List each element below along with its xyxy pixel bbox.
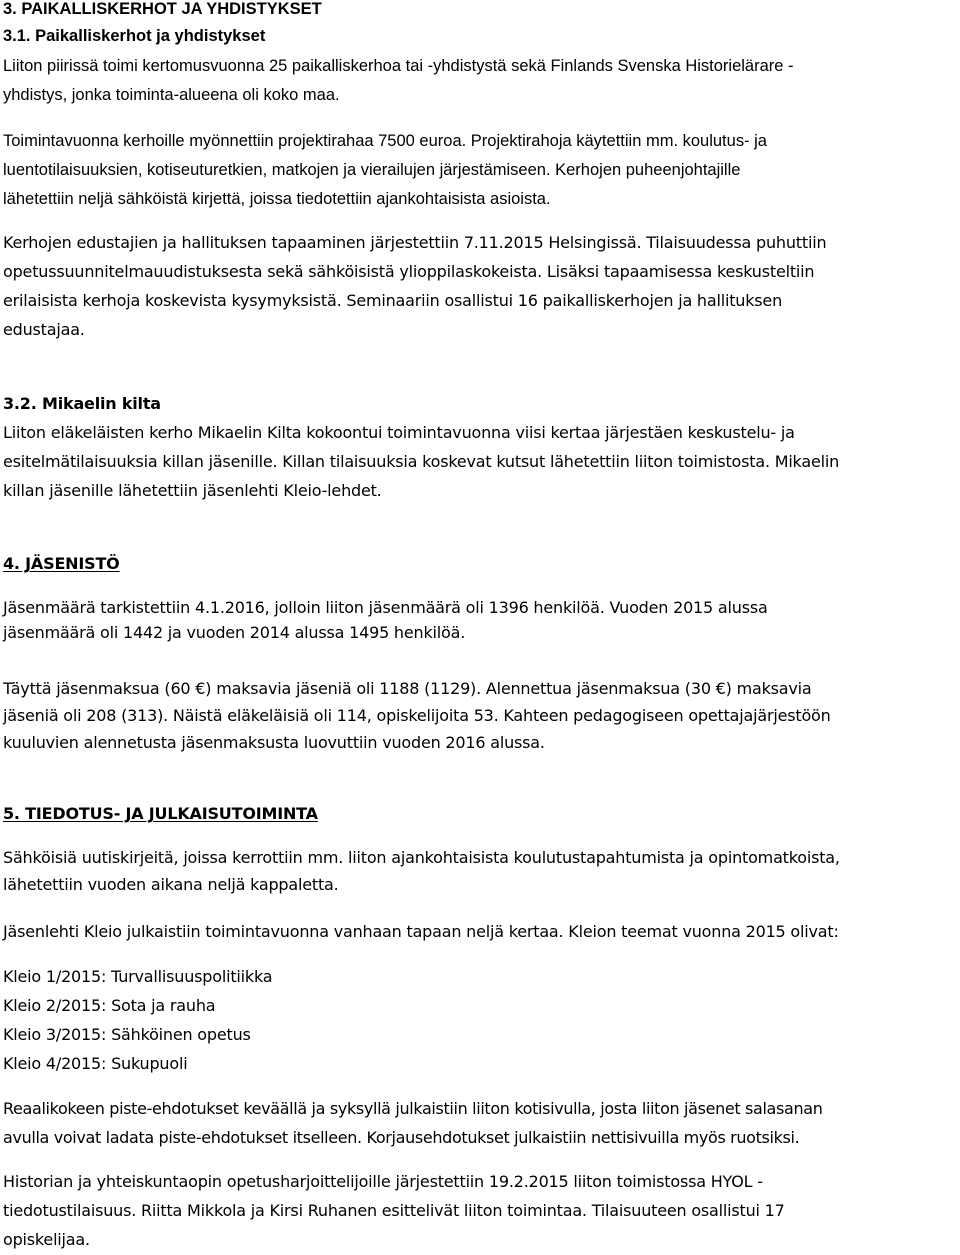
text-line: Sähköisiä uutiskirjeitä, joissa kerrottiin mm. liiton ajankohtaisista koulutustapahtumista ja opintomatkoista, — [3, 848, 840, 867]
subsection-3-1-heading — [3, 25, 265, 47]
text-line: Jäsenlehti Kleio julkaistiin toimintavuonna vanhaan tapaan neljä kertaa. Kleion teemat vuonna 2015 olivat: — [3, 922, 839, 941]
text-line: Täyttä jäsenmaksua (60 €) maksavia jäseniä oli 1188 (1129). Alennettua jäsenmaksua (30 €) maksavia — [3, 679, 812, 698]
text-line: Liiton piirissä toimi kertomusvuonna 25 paikalliskerhoa tai -yhdistystä sekä Finlands Svenska Historielärare - — [3, 57, 794, 75]
text-line: kuuluvien alennetusta jäsenmaksusta luovuttiin vuoden 2016 alussa. — [3, 733, 545, 752]
text-line: tiedotustilaisuus. Riitta Mikkola ja Kirsi Ruhanen esittelivät liiton toimintaa. Tilaisuuteen osallistui 17 — [3, 1201, 785, 1220]
text-line: Toimintavuonna kerhoille myönnettiin projektirahaa 7500 euroa. Projektirahoja käytettiin mm. koulutus- ja — [3, 132, 767, 150]
text-line: luentotilaisuuksien, kotiseuturetkien, matkojen ja vierailujen järjestämiseen. Kerhojen puheenjohtajille — [3, 161, 741, 179]
text-line: opetussuunnitelmauudistuksesta sekä sähköisistä ylioppilaskokeista. Lisäksi tapaamisessa keskusteltiin — [3, 262, 815, 281]
section-3-heading: 3. PAIKALLISKERHOT JA YHDISTYKSET — [3, 0, 322, 18]
subsection-3-1-number: 3.1. — [3, 27, 31, 45]
text-line: avulla voivat ladata piste-ehdotukset itselleen. Korjausehdotukset julkaistiin nettisivuilla myös ruotsiksi. — [3, 1128, 800, 1147]
list-item: Kleio 2/2015: Sota ja rauha — [3, 996, 216, 1015]
text-line: Liiton eläkeläisten kerho Mikaelin Kilta kokoontui toimintavuonna viisi kertaa järjestäen keskustelu- ja — [3, 423, 795, 442]
section-5-heading — [3, 803, 318, 825]
subsection-3-2-heading — [3, 393, 161, 415]
section-5-heading-text: 5. TIEDOTUS- JA JULKAISUTOIMINTA — [3, 804, 318, 823]
text-line: opiskelijaa. — [3, 1230, 90, 1249]
text-line: Jäsenmäärä tarkistettiin 4.1.2016, jolloin liiton jäsenmäärä oli 1396 henkilöä. Vuoden 2015 alussa — [3, 598, 768, 617]
list-item: Kleio 3/2015: Sähköinen opetus — [3, 1025, 251, 1044]
text-line: jäsenmäärä oli 1442 ja vuoden 2014 alussa 1495 henkilöä. — [3, 623, 466, 642]
subsection-3-2-number: 3.2. — [3, 394, 37, 413]
text-line: lähetettiin neljä sähköistä kirjettä, joissa tiedotettiin ajankohtaisista asioista. — [3, 190, 551, 208]
list-item: Kleio 4/2015: Sukupuoli — [3, 1054, 188, 1073]
section-4-heading — [3, 553, 120, 575]
text-line: Reaalikokeen piste-ehdotukset keväällä ja syksyllä julkaistiin liiton kotisivulla, josta liiton jäsenet salasanan — [3, 1099, 823, 1118]
text-line: esitelmätilaisuuksia killan jäsenille. Killan tilaisuuksia koskevat kutsut lähetettiin liiton toimistosta. Mikaelin — [3, 452, 840, 471]
text-line: yhdistys, jonka toiminta-alueena oli koko maa. — [3, 86, 340, 104]
text-line: Historian ja yhteiskuntaopin opetusharjoittelijoille järjestettiin 19.2.2015 liiton toimistossa HYOL - — [3, 1172, 763, 1191]
list-item: Kleio 1/2015: Turvallisuuspolitiikka — [3, 967, 273, 986]
text-line: Kerhojen edustajien ja hallituksen tapaaminen järjestettiin 7.11.2015 Helsingissä. Tilaisuudessa puhuttiin — [3, 233, 827, 252]
text-line: erilaisista kerhoja koskevista kysymyksistä. Seminaariin osallistui 16 paikalliskerhojen ja hallituksen — [3, 291, 783, 310]
text-line: lähetettiin vuoden aikana neljä kappaletta. — [3, 875, 339, 894]
text-line: killan jäsenille lähetettiin jäsenlehti Kleio-lehdet. — [3, 481, 382, 500]
section-4-heading-text: 4. JÄSENISTÖ — [3, 554, 120, 573]
text-line: edustajaa. — [3, 320, 85, 339]
subsection-3-1-title: Paikalliskerhot ja yhdistykset — [30, 27, 266, 45]
subsection-3-2-title: Mikaelin kilta — [36, 394, 161, 413]
text-line: jäseniä oli 208 (313). Näistä eläkeläisiä oli 114, opiskelijoita 53. Kahteen pedagogiseen opettajajärjestöön — [3, 706, 831, 725]
